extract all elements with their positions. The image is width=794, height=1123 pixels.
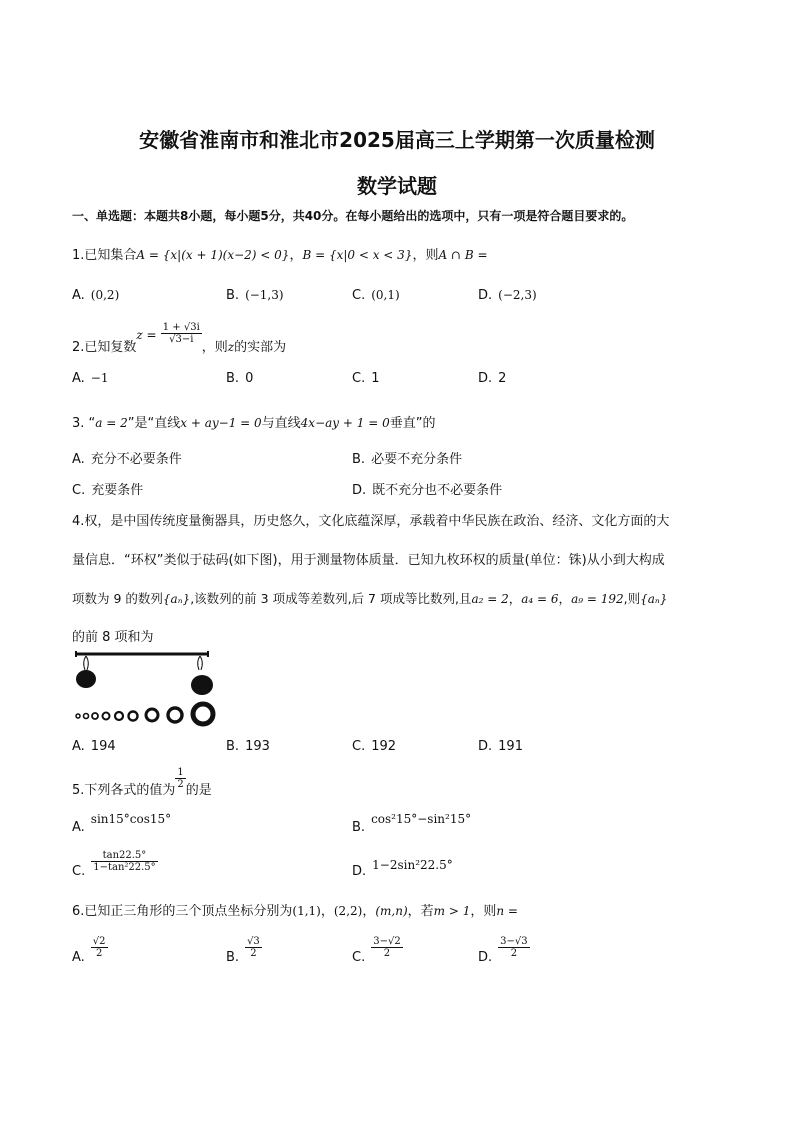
option-text: 必要不充分条件 [371, 452, 463, 467]
q6-b-num: √3 [247, 936, 260, 947]
q6-condition: m > 1 [433, 904, 471, 918]
option-text: 194 [90, 739, 116, 754]
q2-option-c[interactable] [352, 371, 380, 386]
huanquan-figure [72, 648, 222, 730]
q6-c2: ， [362, 904, 376, 919]
q6-option-b[interactable] [226, 936, 262, 965]
q5-c-fraction [91, 850, 157, 873]
option-label: B. [226, 288, 240, 303]
q4-line-3 [72, 589, 667, 607]
q4-option-c[interactable] [352, 739, 396, 754]
option-label: D. [478, 739, 493, 754]
q6-a-fraction [91, 936, 108, 959]
q6-a-den: 2 [95, 948, 103, 959]
option-label: B. [226, 371, 240, 386]
q1-prefix: 1.已知集合 [72, 248, 137, 263]
q3-p4: 垂直”的 [389, 416, 436, 431]
q2-option-b[interactable] [226, 371, 253, 386]
q4-l3c: ,则 [623, 591, 641, 606]
option-label: B. [226, 739, 240, 754]
q4-a9: a₉ = 192 [571, 592, 624, 606]
exam-title: 安徽省淮南市和淮北市2025届高三上学期第一次质量检测 [139, 128, 655, 152]
q5-option-c[interactable] [72, 850, 158, 879]
q2-denominator: √3−i [169, 334, 194, 345]
q6-point-3: (m,n) [375, 904, 408, 918]
q1-set-a: A = {x|(x + 1)(x−2) < 0} [136, 248, 290, 262]
option-label: D. [478, 950, 493, 965]
q6-d-fraction [498, 936, 529, 959]
q4-sequence: {aₙ} [162, 592, 191, 606]
q1-option-d[interactable] [478, 288, 537, 303]
q6-then: ，则 [470, 904, 497, 919]
q4-c1: ， [508, 591, 522, 606]
option-text: 191 [498, 739, 523, 754]
question-5 [72, 767, 212, 801]
q2-option-d[interactable] [478, 371, 506, 386]
option-text: (0,1) [371, 288, 400, 302]
q2-fraction [161, 322, 202, 345]
q4-a2: a₂ = 2 [471, 592, 509, 606]
q3-line2: 4x−ay + 1 = 0 [300, 416, 390, 430]
question-6 [72, 900, 518, 919]
question-3 [72, 412, 435, 431]
question-1 [72, 244, 488, 263]
option-label: C. [72, 483, 86, 498]
q1-then: ，则 [412, 248, 439, 263]
q5-half-num: 1 [177, 767, 184, 778]
q2-suffix2: 的实部为 [234, 340, 287, 355]
option-label: C. [352, 371, 366, 386]
option-label: C. [352, 739, 366, 754]
option-label: D. [352, 483, 367, 498]
option-text: (−1,3) [245, 288, 284, 302]
q1-expr: A ∩ B = [438, 248, 488, 262]
option-label: A. [72, 739, 85, 754]
option-label: A. [72, 371, 85, 386]
q3-option-a[interactable] [72, 448, 182, 467]
option-text: −1 [90, 371, 109, 385]
option-text: (0,2) [90, 288, 120, 302]
q6-point-1: (1,1) [292, 904, 321, 918]
option-label: D. [352, 864, 367, 879]
option-text: sin15°cos15° [90, 812, 172, 826]
q4-l3a: 项数为 9 的数列 [72, 591, 163, 606]
option-label: D. [478, 288, 493, 303]
q6-option-d[interactable] [478, 936, 530, 965]
q6-n: n = [496, 904, 518, 918]
q6-d-den: 2 [510, 948, 518, 959]
q5-option-a[interactable] [72, 812, 172, 835]
q4-line-4: 的前 8 项和为 [72, 630, 154, 645]
q5-half-den: 2 [177, 779, 184, 790]
q6-c-fraction [371, 936, 402, 959]
q4-option-a[interactable] [72, 739, 116, 754]
q5-option-d[interactable] [352, 858, 453, 879]
option-text: 2 [498, 371, 507, 386]
q3-p3: 与直线 [261, 416, 301, 431]
question-2 [72, 320, 286, 360]
option-label: B. [226, 950, 240, 965]
option-text: 既不充分也不必要条件 [372, 483, 503, 498]
q5-option-b[interactable] [352, 812, 472, 835]
option-text: 193 [245, 739, 270, 754]
q2-numerator: 1 + √3i [162, 322, 200, 333]
q5-c-num: tan22.5° [91, 850, 157, 862]
q5-c-den: 1−tan²22.5° [93, 862, 156, 873]
q4-option-d[interactable] [478, 739, 523, 754]
q6-prefix: 6.已知正三角形的三个顶点坐标分别为 [72, 904, 293, 919]
option-text: 1 [371, 371, 380, 386]
q4-c2: ， [558, 591, 572, 606]
q6-d-num: 3−√3 [500, 936, 528, 947]
option-label: D. [478, 371, 493, 386]
option-label: A. [72, 452, 85, 467]
q6-c-num: 3−√2 [373, 936, 401, 947]
q4-line-1: 4.权，是中国传统度量衡器具，历史悠久，文化底蕴深厚，承载着中华民族在政治、经济、文化方面的大 [72, 514, 670, 529]
option-text: 充分不必要条件 [90, 452, 182, 467]
q4-l3b: ,该数列的前 3 项成等差数列,后 7 项成等比数列,且 [190, 591, 472, 606]
q2-prefix: 2.已知复数 [72, 340, 137, 355]
q6-b-fraction [245, 936, 262, 959]
q1-option-c[interactable] [352, 288, 400, 303]
q6-b-den: 2 [250, 948, 257, 959]
q4-sequence-2: {aₙ} [640, 592, 668, 606]
q5-suffix: 的是 [185, 783, 212, 798]
exam-subtitle: 数学试题 [357, 174, 437, 198]
q3-a-eq-2: a = 2 [95, 416, 128, 430]
q2-z: z [227, 340, 235, 354]
option-label: B. [352, 452, 366, 467]
q3-p2: ”是“直线 [127, 416, 181, 431]
q1-set-b: B = {x|0 < x < 3} [302, 248, 413, 262]
option-text: (−2,3) [498, 288, 537, 302]
ring-weights [76, 704, 213, 724]
q1-option-b[interactable] [226, 288, 284, 303]
option-label: A. [72, 820, 85, 835]
option-label: B. [352, 820, 366, 835]
q4-a4: a₄ = 6 [521, 592, 559, 606]
q1-option-a[interactable] [72, 288, 119, 303]
q5-prefix: 5.下列各式的值为 [72, 783, 176, 798]
q1-sep: ， [289, 248, 303, 263]
option-text: 0 [245, 371, 254, 386]
option-label: A. [72, 950, 85, 965]
q4-option-b[interactable] [226, 739, 270, 754]
q3-line1: x + ay−1 = 0 [180, 416, 262, 430]
q3-p1: 3. “ [72, 416, 96, 431]
q5-half [175, 767, 185, 790]
q6-a-num: √2 [92, 936, 106, 947]
q2-suffix: ，则 [201, 340, 228, 355]
q6-c3: ，若 [407, 904, 434, 919]
balance-beam [76, 651, 213, 695]
option-label: A. [72, 288, 85, 303]
q2-z-eq: z = [136, 328, 157, 342]
section-heading: 一、单选题：本题共8小题，每小题5分，共40分。在每小题给出的选项中，只有一项是符合题目要求的。 [72, 209, 634, 223]
q2-option-a[interactable] [72, 371, 109, 386]
option-text: 充要条件 [91, 483, 144, 498]
option-label: C. [352, 950, 366, 965]
q6-c-den: 2 [383, 948, 391, 959]
option-text: 192 [371, 739, 397, 754]
q3-option-c[interactable] [72, 479, 143, 498]
q3-option-b[interactable] [352, 448, 462, 467]
option-text: cos²15°−sin²15° [371, 812, 472, 826]
option-label: C. [352, 288, 366, 303]
q6-option-a[interactable] [72, 936, 108, 965]
q6-point-2: (2,2) [333, 904, 363, 918]
q3-option-d[interactable] [352, 479, 502, 498]
q6-option-c[interactable] [352, 936, 403, 965]
option-label: C. [72, 864, 86, 879]
option-text: 1−2sin²22.5° [372, 858, 453, 872]
q6-c1: ， [320, 904, 334, 919]
q4-line-2: 量信息．“环权”类似于砝码(如下图)，用于测量物体质量．已知九枚环权的质量(单位：铢)从小到大构成 [72, 553, 665, 568]
